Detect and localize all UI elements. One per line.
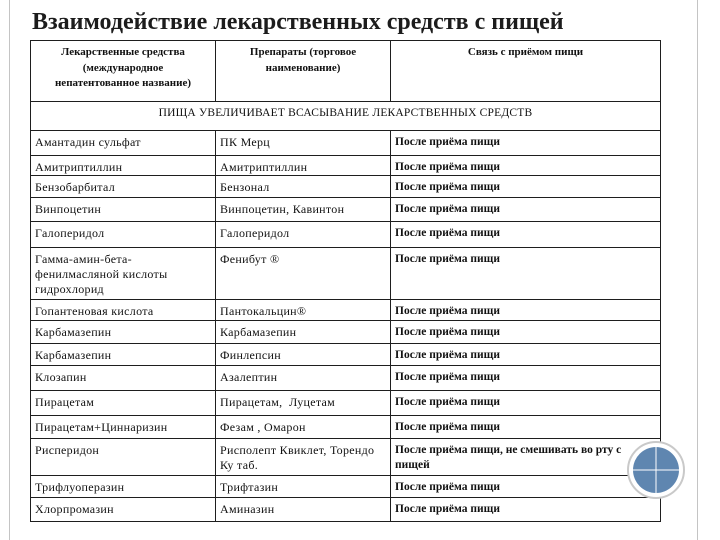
brand-name-cell: ПК Мерц <box>216 131 391 156</box>
header-food-relation: Связь с приёмом пищи <box>391 41 661 102</box>
brand-name-cell: Азалептин <box>216 366 391 391</box>
food-relation-cell: После приёма пищи <box>391 131 661 156</box>
food-relation-cell: После приёма пищи <box>391 300 661 321</box>
drug-inn-cell: Клозапин <box>31 366 216 391</box>
brand-name-cell: Бензонал <box>216 176 391 198</box>
table-row <box>31 198 661 222</box>
brand-name-cell: Пирацетам, Луцетам <box>216 391 391 416</box>
drug-inn-cell: Винпоцетин <box>31 198 216 222</box>
drug-inn-cell: Бензобарбитал <box>31 176 216 198</box>
food-relation-cell: После приёма пищи, не смешивать во рту с пищей <box>391 439 661 476</box>
table-row <box>31 321 661 344</box>
table-header-row <box>31 41 661 102</box>
food-relation-cell: После приёма пищи <box>391 476 661 498</box>
table-row <box>31 344 661 366</box>
brand-name-cell: Фенибут ® <box>216 248 391 300</box>
brand-name-cell: Амитриптиллин <box>216 156 391 176</box>
brand-name-cell: Фезам , Омарон <box>216 416 391 439</box>
drug-inn-cell: Трифлуоперазин <box>31 476 216 498</box>
table-row <box>31 222 661 248</box>
food-relation-cell: После приёма пищи <box>391 176 661 198</box>
brand-name-cell: Галоперидол <box>216 222 391 248</box>
food-relation-cell: После приёма пищи <box>391 248 661 300</box>
section-label: ПИЩА УВЕЛИЧИВАЕТ ВСАСЫВАНИЕ ЛЕКАРСТВЕННЫХ СРЕДСТВ <box>31 102 661 131</box>
table-row <box>31 248 661 300</box>
drug-inn-cell: Гопантеновая кислота <box>31 300 216 321</box>
drug-inn-cell: Гамма-амин-бета- фенилмасляной кислоты гидрохлорид <box>31 248 216 300</box>
table-row <box>31 300 661 321</box>
food-relation-cell: После приёма пищи <box>391 344 661 366</box>
table-row <box>31 156 661 176</box>
slide-title: Взаимодействие лекарственных средств с пищей <box>32 9 564 35</box>
brand-name-cell: Финлепсин <box>216 344 391 366</box>
brand-name-cell: Винпоцетин, Кавинтон <box>216 198 391 222</box>
brand-name-cell: Аминазин <box>216 498 391 522</box>
table-row <box>31 498 661 522</box>
drug-inn-cell: Карбамазепин <box>31 321 216 344</box>
section-row <box>31 102 661 131</box>
header-brand-name: Препараты (торговое наименование) <box>216 41 391 102</box>
drug-inn-cell: Амитриптиллин <box>31 156 216 176</box>
drug-inn-cell: Галоперидол <box>31 222 216 248</box>
table-row <box>31 439 661 476</box>
food-relation-cell: После приёма пищи <box>391 222 661 248</box>
header-drug-inn: Лекарственные средства (международное непатентованное название) <box>31 41 216 102</box>
table-row <box>31 416 661 439</box>
table-body <box>31 102 661 522</box>
table-row <box>31 366 661 391</box>
table-row <box>31 131 661 156</box>
drug-inn-cell: Пирацетам <box>31 391 216 416</box>
food-relation-cell: После приёма пищи <box>391 416 661 439</box>
drug-inn-cell: Пирацетам+Циннаризин <box>31 416 216 439</box>
brand-name-cell: Рисполепт Квиклет, Торендо Ку таб. <box>216 439 391 476</box>
food-relation-cell: После приёма пищи <box>391 156 661 176</box>
table-row <box>31 476 661 498</box>
drug-inn-cell: Хлорпромазин <box>31 498 216 522</box>
food-relation-cell: После приёма пищи <box>391 366 661 391</box>
slide-frame-right-line <box>697 0 698 540</box>
food-relation-cell: После приёма пищи <box>391 498 661 522</box>
table-row <box>31 391 661 416</box>
brand-name-cell: Карбамазепин <box>216 321 391 344</box>
brand-name-cell: Пантокальцин® <box>216 300 391 321</box>
food-relation-cell: После приёма пищи <box>391 391 661 416</box>
food-relation-cell: После приёма пищи <box>391 198 661 222</box>
brand-name-cell: Трифтазин <box>216 476 391 498</box>
table-row <box>31 176 661 198</box>
drug-inn-cell: Рисперидон <box>31 439 216 476</box>
drug-inn-cell: Амантадин сульфат <box>31 131 216 156</box>
drug-inn-cell: Карбамазепин <box>31 344 216 366</box>
slide-frame-left-line <box>9 0 10 540</box>
crosshair-circle-icon <box>626 440 686 500</box>
drug-food-interaction-table <box>30 40 661 522</box>
food-relation-cell: После приёма пищи <box>391 321 661 344</box>
